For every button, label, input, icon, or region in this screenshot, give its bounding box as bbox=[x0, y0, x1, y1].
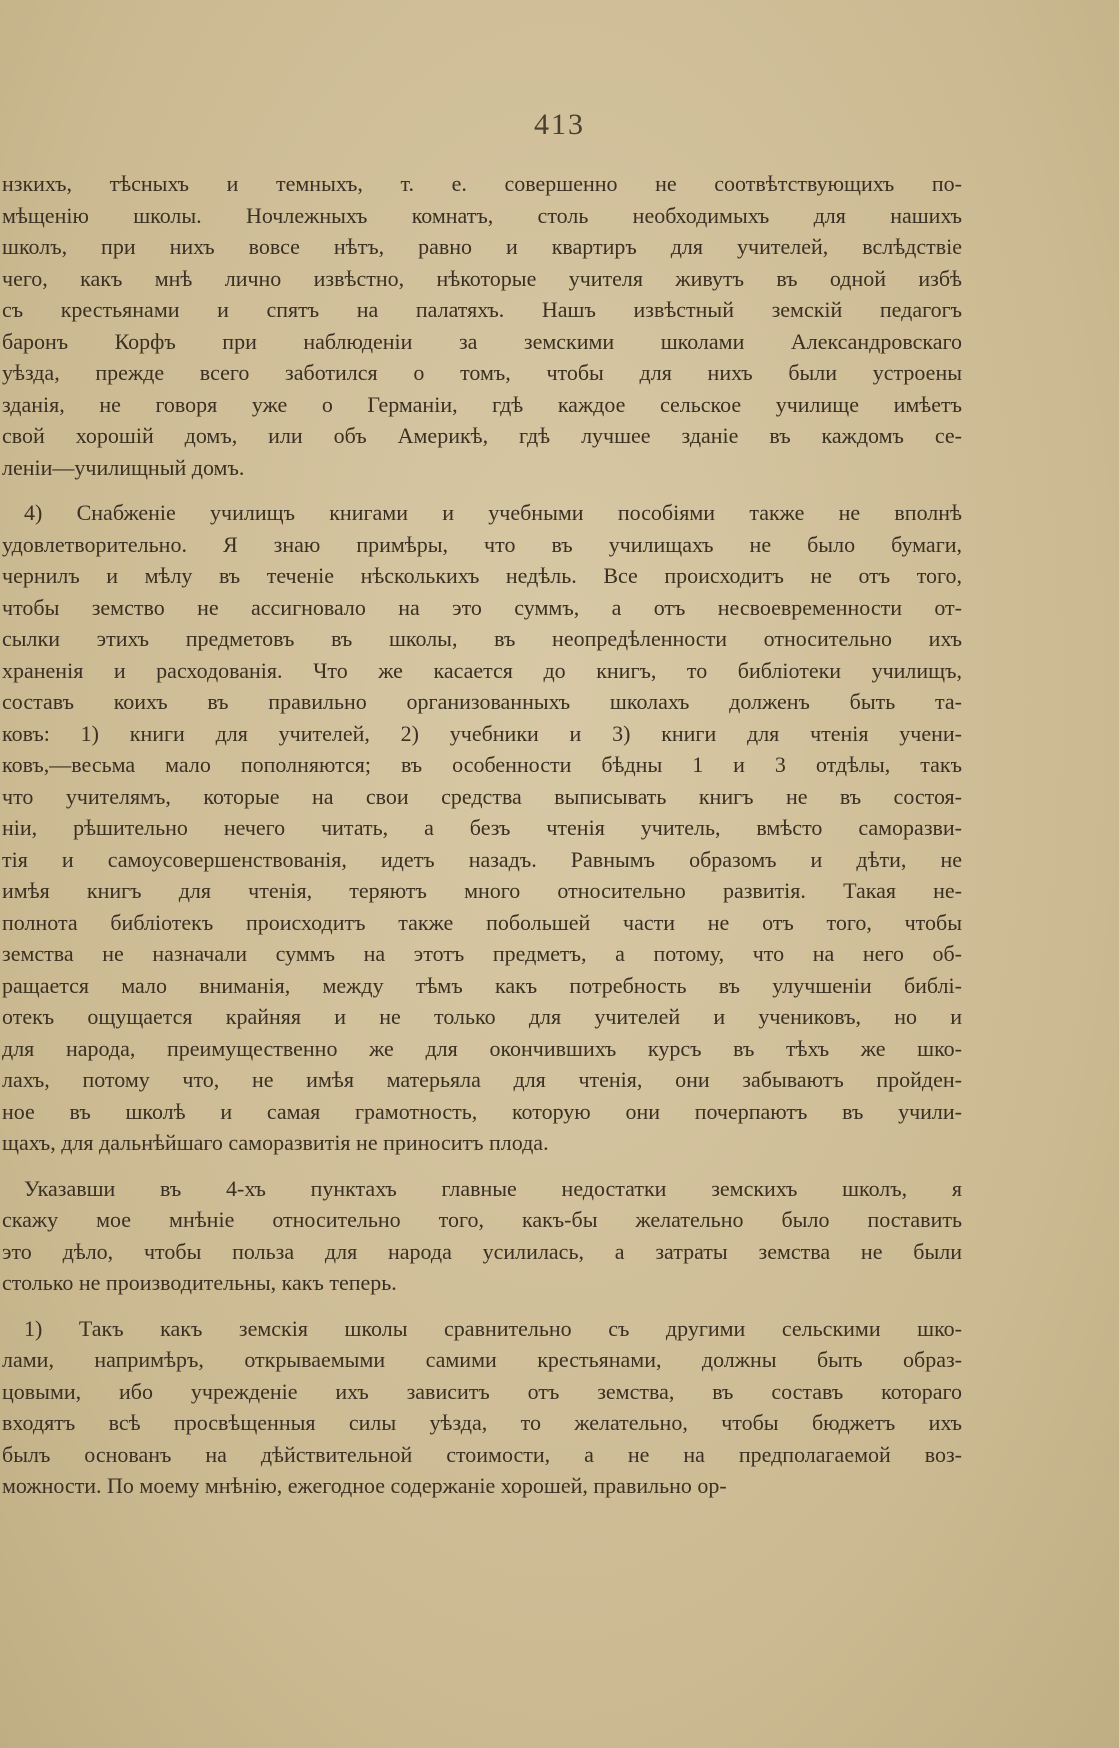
text-line: баронъ Корфъ при наблюденіи за земскими школами Александровскаго bbox=[2, 328, 962, 354]
text-line: ніи, рѣшительно нечего читать, а безъ чтенія учитель, вмѣсто саморазви- bbox=[2, 815, 962, 840]
text-line: чего, какъ мнѣ лично извѣстно, нѣкоторые учителя живутъ въ одной избѣ bbox=[2, 265, 962, 291]
text-line: уѣзда, прежде всего заботился о томъ, чтобы для нихъ были устроены bbox=[2, 360, 962, 385]
text-line: это дѣло, чтобы польза для народа усилилась, а затраты земства не были bbox=[2, 1238, 962, 1264]
text-line: лахъ, потому что, не имѣя матерьяла для чтенія, они забываютъ пройден- bbox=[2, 1067, 962, 1092]
text-line: отекъ ощущается крайняя и не только для учителей и учениковъ, но и bbox=[2, 1004, 962, 1029]
text-line: Указавши въ 4-хъ пунктахъ главные недостатки земскихъ школъ, я bbox=[24, 1175, 962, 1201]
paragraph bbox=[2, 497, 962, 1159]
text-line: сылки этихъ предметовъ въ школы, въ неопредѣленности относительно ихъ bbox=[2, 626, 962, 651]
text-line: чернилъ и мѣлу въ теченіе нѣсколькихъ недѣль. Все происходитъ не отъ того, bbox=[2, 563, 962, 588]
text-line: для народа, преимущественно же для окончившихъ курсъ въ тѣхъ же шко- bbox=[2, 1035, 962, 1061]
text-line: зданія, не говоря уже о Германіи, гдѣ каждое сельское училище имѣетъ bbox=[2, 391, 962, 417]
text-line: столько не производительны, какъ теперь. bbox=[2, 1270, 397, 1295]
text-line: входятъ всѣ просвѣщенныя силы уѣзда, то желательно, чтобы бюджетъ ихъ bbox=[2, 1410, 962, 1435]
text-line: храненія и расходованія. Что же касается до книгъ, то библіотеки училищъ, bbox=[2, 657, 962, 683]
text-line: скажу мое мнѣніе относительно того, какъ-бы желательно было поставить bbox=[2, 1207, 962, 1232]
text-line: щахъ, для дальнѣйшаго саморазвитія не приноситъ плода. bbox=[2, 1130, 549, 1155]
paragraph-gap bbox=[2, 1159, 962, 1173]
text-line: удовлетворительно. Я знаю примѣры, что въ училищахъ не было бумаги, bbox=[2, 531, 962, 557]
text-line: тія и самоусовершенствованія, идетъ назадъ. Равнымъ образомъ и дѣти, не bbox=[2, 846, 962, 872]
text-line: составъ коихъ въ правильно организованныхъ школахъ долженъ быть та- bbox=[2, 689, 962, 714]
paragraph bbox=[2, 1313, 962, 1502]
page-number: 413 bbox=[534, 108, 585, 141]
text-line: ращается мало вниманія, между тѣмъ какъ потребность въ улучшеніи библі- bbox=[2, 972, 962, 998]
text-line: земства не назначали суммъ на этотъ предметъ, а потому, что на него об- bbox=[2, 941, 962, 966]
body-text bbox=[2, 168, 962, 1502]
text-line: ковъ,—весьма мало пополняются; въ особенности бѣдны 1 и 3 отдѣлы, такъ bbox=[2, 752, 962, 777]
paragraph bbox=[2, 168, 962, 483]
text-line: 4) Снабженіе училищъ книгами и учебными пособіями также не вполнѣ bbox=[24, 500, 962, 525]
text-line: ковъ: 1) книги для учителей, 2) учебники и 3) книги для чтенія учени- bbox=[2, 720, 962, 746]
text-line: можности. По моему мнѣнію, ежегодное содержаніе хорошей, правильно ор- bbox=[2, 1473, 727, 1498]
text-line: леніи—училищный домъ. bbox=[2, 454, 245, 480]
text-line: чтобы земство не ассигновало на это суммъ, а отъ несвоевременности от- bbox=[2, 594, 962, 620]
text-line: мѣщенію школы. Ночлежныхъ комнатъ, столь необходимыхъ для нашихъ bbox=[2, 202, 962, 228]
text-line: ное въ школѣ и самая грамотность, которую они почерпаютъ въ учили- bbox=[2, 1098, 962, 1124]
text-line: былъ основанъ на дѣйствительной стоимости, а не на предполагаемой воз- bbox=[2, 1441, 962, 1467]
text-line: школъ, при нихъ вовсе нѣтъ, равно и квартиръ для учителей, вслѣдствіе bbox=[2, 234, 962, 259]
paragraph-gap bbox=[2, 483, 962, 497]
text-line: имѣя книгъ для чтенія, теряютъ много относительно развитія. Такая не- bbox=[2, 878, 962, 903]
text-line: съ крестьянами и спятъ на палатяхъ. Нашъ извѣстный земскій педагогъ bbox=[2, 297, 962, 322]
paragraph-gap bbox=[2, 1299, 962, 1313]
paragraph bbox=[2, 1173, 962, 1299]
text-line: цовыми, ибо учрежденіе ихъ зависитъ отъ земства, въ составъ котораго bbox=[2, 1378, 962, 1404]
text-line: лами, напримѣръ, открываемыми самими крестьянами, должны быть образ- bbox=[2, 1347, 962, 1372]
text-line: что учителямъ, которые на свои средства выписывать книгъ не въ состоя- bbox=[2, 783, 962, 809]
text-line: полнота библіотекъ происходитъ также побольшей части не отъ того, чтобы bbox=[2, 909, 962, 935]
text-line: 1) Такъ какъ земскія школы сравнительно съ другими сельскими шко- bbox=[24, 1315, 962, 1341]
text-line: нзкихъ, тѣсныхъ и темныхъ, т. е. совершенно не соотвѣтствующихъ по- bbox=[2, 171, 962, 196]
text-line: свой хорошій домъ, или объ Америкѣ, гдѣ лучшее зданіе въ каждомъ се- bbox=[2, 423, 962, 448]
